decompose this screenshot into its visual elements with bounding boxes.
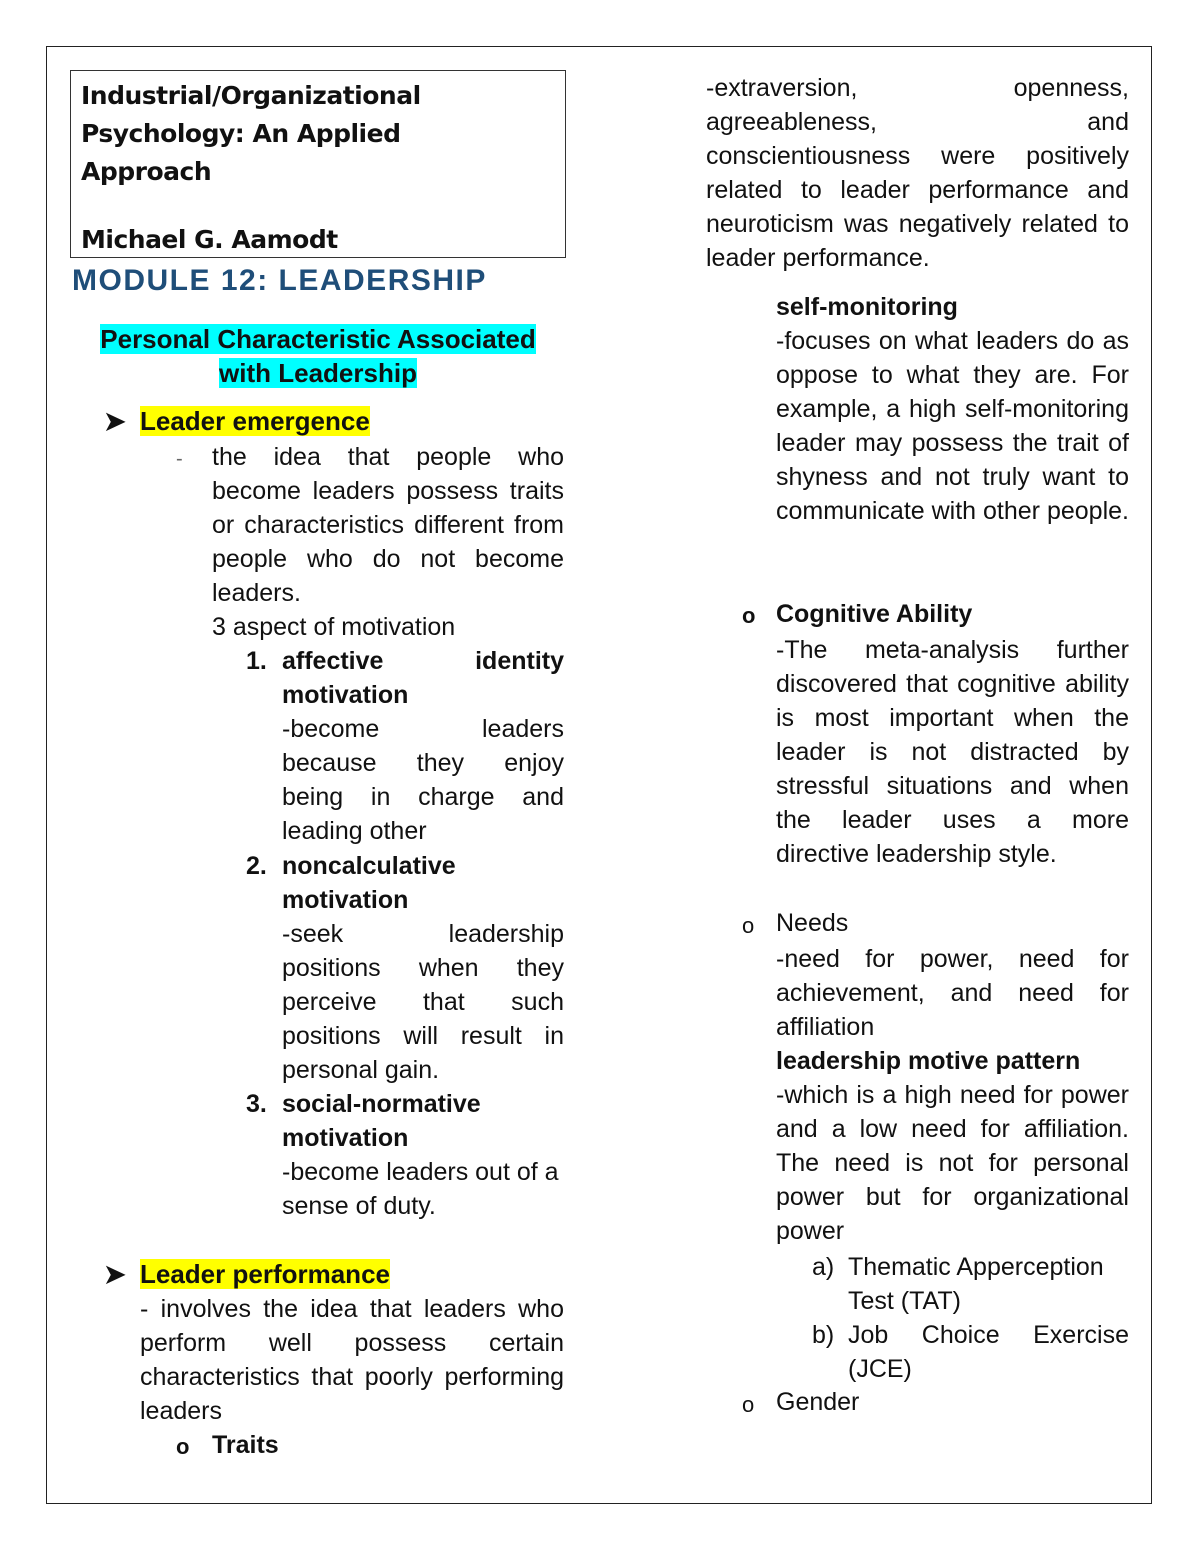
book-title-box: [70, 70, 566, 258]
traits-label: Traits: [212, 1431, 279, 1459]
motive-pattern-desc: -which is a high need for power and a low need for affiliation. The need is not for personal power but for organizational power: [776, 1081, 1129, 1245]
aspect-item-2-desc: -seek leadership positions when they perceive that such positions will result in personal gain.: [282, 920, 564, 1084]
cognitive-ability-title: Cognitive Ability: [776, 600, 973, 628]
self-monitoring-desc: -focuses on what leaders do as oppose to what they are. For example, a high self-monitoring leader may possess the trait of shyness and not truly want to communicate with other people.: [776, 327, 1129, 525]
section-title-line-1: Personal Characteristic Associated: [100, 324, 536, 354]
circle-bullet-icon: o: [176, 1434, 190, 1459]
arrow-bullet-icon: ➤: [104, 1259, 126, 1289]
book-title-line-3: Approach: [81, 157, 212, 186]
test-b-label: b): [812, 1321, 835, 1349]
leader-emergence-heading-text: Leader emergence: [140, 406, 370, 436]
leader-emergence-heading: [140, 404, 370, 438]
test-a-text: Thematic Apperception Test (TAT): [848, 1253, 1104, 1315]
leader-performance-definition: - involves the idea that leaders who perform well possess certain characteristics that poorly performing leaders: [140, 1295, 564, 1425]
book-author: Michael G. Aamodt: [81, 225, 338, 254]
arrow-bullet-icon: ➤: [104, 406, 126, 436]
aspect-item-2-title: noncalculative motivation: [282, 852, 456, 914]
dash-bullet-icon: -: [176, 448, 183, 470]
aspect-item-3-desc: -become leaders out of a sense of duty.: [282, 1158, 559, 1220]
aspect-item-2: [282, 849, 564, 1087]
cognitive-ability-section: [776, 597, 1129, 871]
aspects-intro: 3 aspect of motivation: [212, 613, 456, 641]
needs-section: [776, 906, 1129, 1248]
self-monitoring-title: self-monitoring: [776, 293, 958, 321]
item-1-number: 1.: [246, 647, 267, 675]
test-a-label: a): [812, 1253, 835, 1281]
item-3-number: 3.: [246, 1090, 267, 1118]
test-b-text: Job Choice Exercise (JCE): [848, 1321, 1129, 1383]
circle-bullet-icon: o: [742, 1392, 755, 1417]
circle-bullet-icon: o: [742, 603, 756, 628]
traits-description: -extraversion, openness, agreeableness, and conscientiousness were positively related to leader performance and neuroticism was negatively related to leader performance.: [706, 74, 1129, 272]
gender-label: Gender: [776, 1388, 860, 1416]
aspect-item-3-title: social-normative motivation: [282, 1090, 481, 1152]
self-monitoring-section: [776, 290, 1129, 528]
leader-performance-heading: [140, 1257, 390, 1291]
leader-emergence-definition: the idea that people who become leaders possess traits or characteristics different from people who do not become leaders.: [212, 443, 564, 607]
section-title: [86, 322, 550, 390]
needs-desc: -need for power, need for achievement, and need for affiliation: [776, 945, 1129, 1041]
section-title-line-2: with Leadership: [219, 358, 417, 388]
book-title-line-2: Psychology: An Applied: [81, 119, 401, 148]
aspect-item-1-desc: -become leaders because they enjoy being in charge and leading other: [282, 715, 564, 845]
leader-performance-heading-text: Leader performance: [140, 1259, 390, 1289]
motive-pattern-title: leadership motive pattern: [776, 1047, 1081, 1075]
book-title-line-1: Industrial/Organizational: [81, 81, 421, 110]
item-2-number: 2.: [246, 852, 267, 880]
aspect-item-3: [282, 1087, 566, 1223]
aspect-item-1-title: affective identity motivation: [282, 647, 564, 709]
circle-bullet-icon: o: [742, 913, 755, 938]
module-title: MODULE 12: LEADERSHIP: [72, 264, 487, 297]
needs-title: Needs: [776, 909, 849, 937]
aspect-item-1: [282, 644, 564, 848]
cognitive-ability-desc: -The meta-analysis further discovered that cognitive ability is most important when the leader is not distracted by stressful situations and when the leader uses a more directive leadership style.: [776, 636, 1129, 868]
